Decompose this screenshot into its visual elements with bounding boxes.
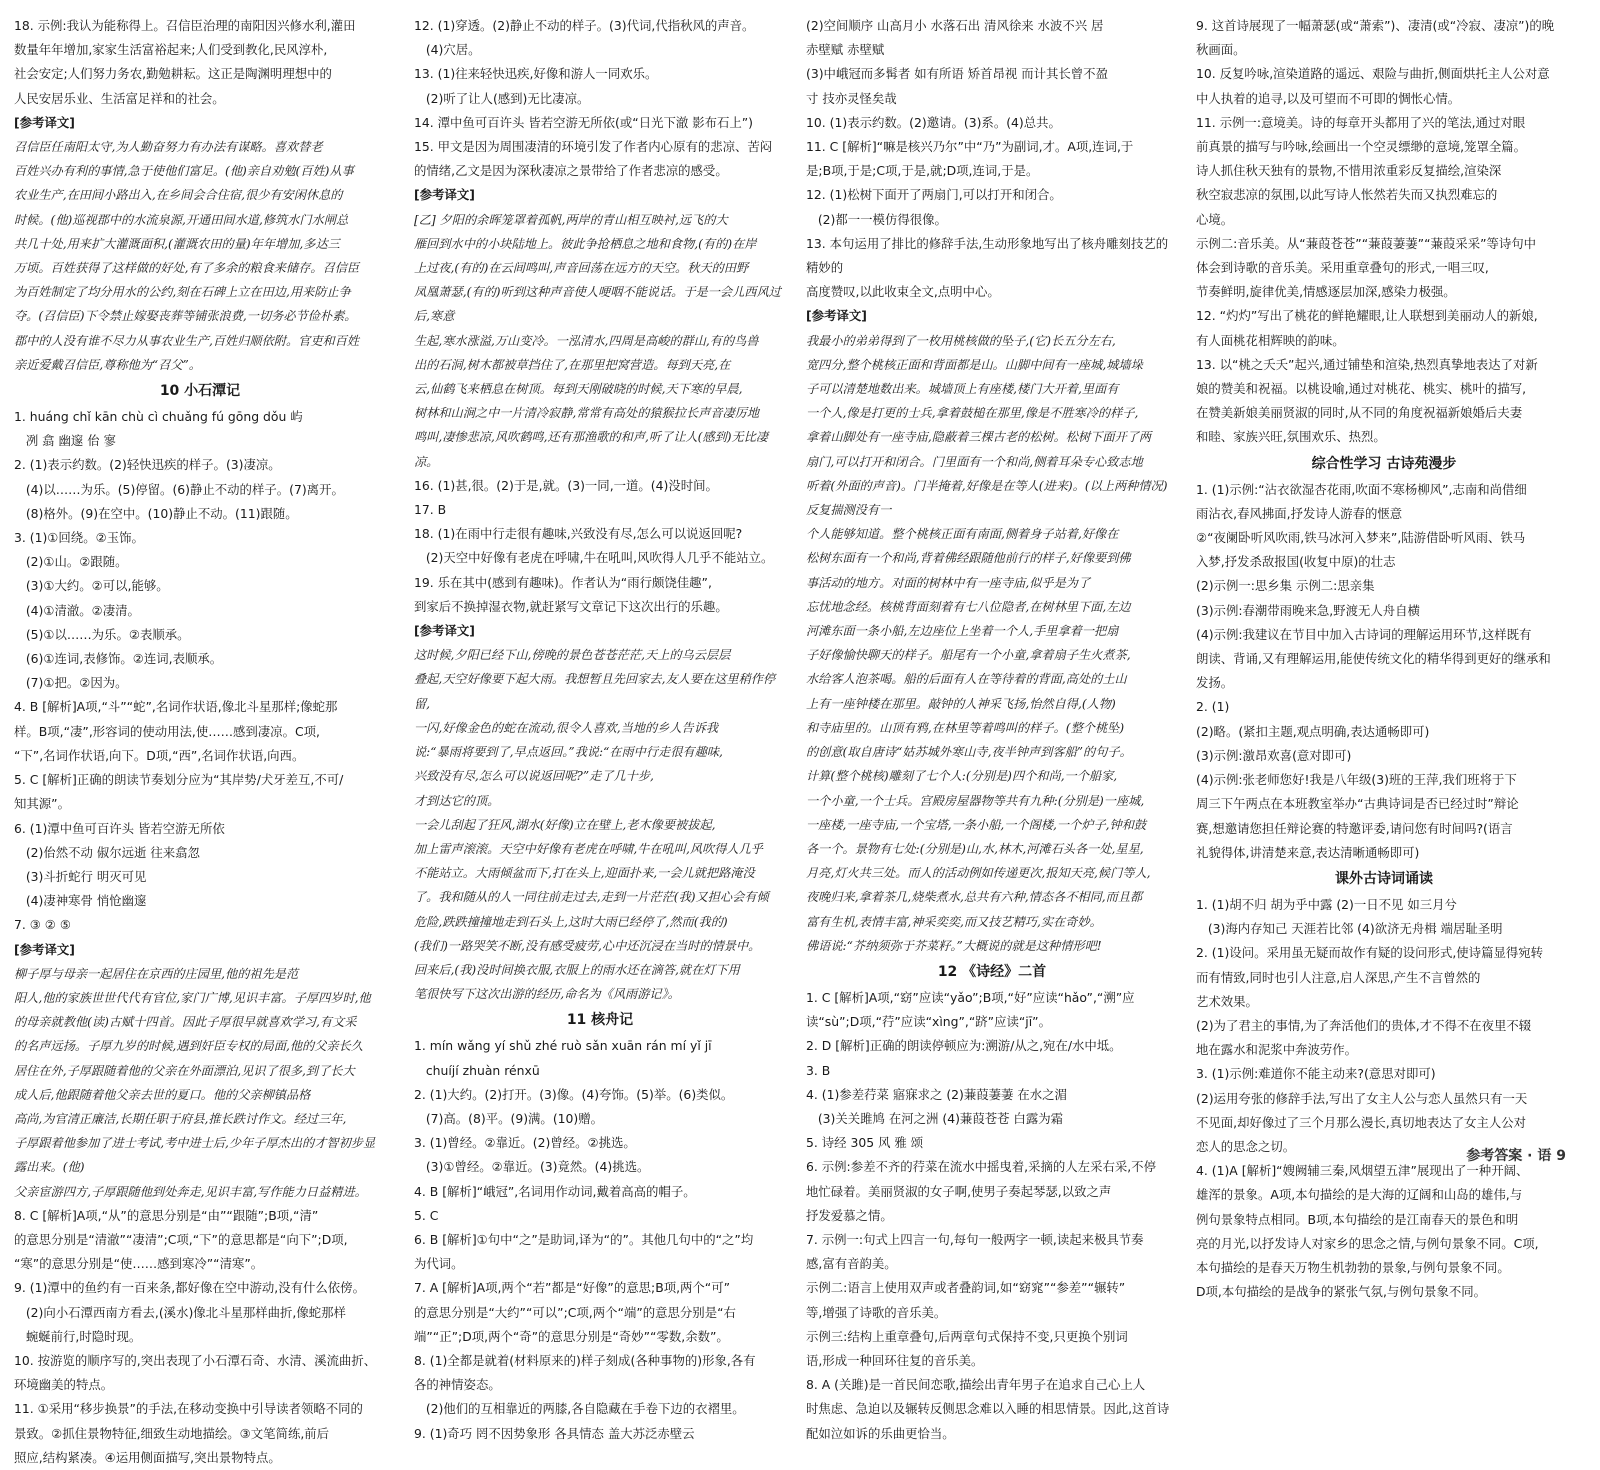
section-heading: 10 小石潭记 <box>159 383 241 400</box>
column-4 <box>1196 14 1572 1304</box>
text-line: chuíjí zhuàn rénxū <box>414 1062 540 1078</box>
text-line: (4)以……为乐。(5)停留。(6)静止不动的样子。(7)离开。 <box>14 481 344 497</box>
text-line: 1. (1)胡不归 胡为乎中露 (2)一日不见 如三月兮 <box>1196 896 1457 912</box>
text-line: 出的石洞,树木都被草挡住了,在那里把窝营造。每到天亮,在 <box>414 357 731 372</box>
text-line: 事活动的地方。对面的树林中有一座寺庙,似乎是为了 <box>806 575 1091 590</box>
text-line: 父亲宦游四方,子厚跟随他到处奔走,见识丰富,写作能力日益精进。 <box>14 1184 367 1199</box>
text-line: 子可以清楚地数出来。城墙顶上有座楼,楼门大开着,里面有 <box>806 382 1119 397</box>
text-line: 1. mín wǎng yí shǔ zhé ruò sǎn xuān rán mí yǐ jī <box>414 1038 712 1054</box>
text-line: 15. 甲文是因为周围凄清的环境引发了作者内心原有的悲凉、苦闷 <box>414 139 773 155</box>
text-line: 子厚跟着他参加了进士考试,考中进士后,少年子厚杰出的才智初步显露出来。(他) <box>14 1136 376 1175</box>
text-line: 松树东面有一个和尚,背着佛经跟随他前行的样子,好像要到佛 <box>806 551 1131 566</box>
text-line: 百姓兴办有利的事情,急于使他们富足。(他)亲自劝勉(百姓)从事 <box>14 164 354 179</box>
text-line: 树林和山涧之中一片清冷寂静,常常有高处的猿猴拉长声音凄厉地 <box>414 406 760 421</box>
text-line: 柳子厚与母亲一起居住在京西的庄园里,他的祖先是范 <box>14 966 299 981</box>
text-line: 一闪,好像金色的蛇在流动,很令人喜欢,当地的乡人告诉我 <box>414 720 719 735</box>
text-line: 2. D [解析]正确的朗读停顿应为:溯游/从之,宛在/水中坻。 <box>806 1038 1122 1054</box>
section-label: [参考译文] <box>414 187 475 203</box>
text-line: 12. (1)穿透。(2)静止不动的样子。(3)代词,代指秋风的声音。 <box>414 18 755 33</box>
text-line: 19. 乐在其中(感到有趣味)。作者认为“雨行颇饶佳趣”, <box>414 574 712 590</box>
text-line: 12. (1)松树下面开了两扇门,可以打开和闭合。 <box>806 187 1062 203</box>
text-line: (2)佁然不动 俶尔远逝 往来翕忽 <box>14 844 200 860</box>
text-line: 10. 按游览的顺序写的,突出表现了小石潭石奇、水清、溪流曲折、 <box>14 1352 377 1368</box>
text-line: 赤壁赋 赤壁赋 <box>806 42 885 58</box>
text-line: [乙] 夕阳的余晖笼罩着孤帆,两岸的青山相互映衬,远飞的大 <box>414 212 728 227</box>
text-line: 12. “灼灼”写出了桃花的鲜艳耀眼,让人联想到美丽动人的新娘, <box>1196 308 1538 324</box>
text-line: 夺。(召信臣)下令禁止嫁娶丧葬等铺张浪费,一切务必节俭朴素。 <box>14 309 357 324</box>
text-line: 成人后,他跟随着他父亲去世的夏口。他的父亲柳镇品格 <box>14 1087 311 1102</box>
text-line: 而有情致,同时也引人注意,启人深思,产生不言曾然的 <box>1196 969 1481 985</box>
text-line: (8)格外。(9)在空中。(10)静止不动。(11)跟随。 <box>14 505 298 521</box>
text-line: (我们)一路哭笑不断,没有感受疲劳,心中还沉浸在当时的情景中。 <box>414 938 761 953</box>
text-line: (2)为了君主的事情,为了奔活他们的贵体,才不得不在夜里不辍 <box>1196 1017 1532 1033</box>
text-line: 感,富有音韵美。 <box>806 1256 897 1272</box>
text-line: 5. 诗经 305 风 雅 颂 <box>806 1135 924 1151</box>
text-line: (3)海内存知己 天涯若比邻 (4)欲济无舟楫 端居耻圣明 <box>1196 921 1503 937</box>
text-line: 水给客人泡茶喝。船的后面有人在等待着的背面,高处的土山 <box>806 672 1127 687</box>
section-heading: 综合性学习 古诗苑漫步 <box>1311 455 1457 472</box>
text-line: 8. A (关雎)是一首民间恋歌,描绘出青年男子在追求自己心上人 <box>806 1377 1146 1393</box>
text-line: 各的神情姿态。 <box>414 1377 501 1393</box>
text-line: 有人面桃花相辉映的韵味。 <box>1196 332 1345 348</box>
text-line: 9. (1)奇巧 罔不因势象形 各具情态 盖大苏泛赤壁云 <box>414 1425 695 1441</box>
text-line: 阳人,他的家族世世代代有官位,家门广博,见识丰富。子厚四岁时,他 <box>14 990 371 1005</box>
text-line: 云,仙鹤飞来栖息在树顶。每到天刚破晓的时候,天下寒的早晨, <box>414 382 743 397</box>
text-line: 18. 示例:我认为能称得上。召信臣治理的南阳因兴修水利,灌田 <box>14 18 356 33</box>
text-line: 一会儿刮起了狂风,湖水(好像)立在壁上,老木像要被拔起, <box>414 817 716 832</box>
text-line: 示例二:音乐美。从“蒹葭苍苍”“蒹葭萋萋”“蒹葭采采”等诗句中 <box>1196 235 1537 251</box>
text-line: (2)略。(紧扣主题,观点明确,表达通畅即可) <box>1196 723 1430 739</box>
text-line: 鸣叫,凄惨悲凉,风吹鹤鸣,还有那渔歌的和声,听了让人(感到)无比凄凉。 <box>414 430 769 469</box>
text-line: 11. 示例一:意境美。诗的每章开头都用了兴的笔法,通过对眼 <box>1196 114 1526 130</box>
text-line: 时候。(他)巡视郡中的水流泉源,开通田间水道,修筑水门水闸总 <box>14 212 349 227</box>
text-line: 扇门,可以打开和闭合。门里面有一个和尚,侧着耳朵专心致志地 <box>806 454 1143 469</box>
text-line: 4. (1)参差荇菜 寤寐求之 (2)蒹葭萋萋 在水之湄 <box>806 1086 1067 1102</box>
text-line: 加上雷声滚滚。天空中好像有老虎在呼啸,牛在吼叫,风吹得人几乎 <box>414 841 763 856</box>
text-line: 不能站立。大雨倾盆而下,打在头上,迎面扑来,一会儿就把路淹没 <box>414 866 755 881</box>
text-line: 知其源”。 <box>14 796 70 812</box>
text-line: 13. 本句运用了排比的修辞手法,生动形象地写出了核舟雕刻技艺的精妙的 <box>806 235 1169 276</box>
text-line: 忘忧地念经。核桃背面刻着有七八位隐者,在树林里下面,左边 <box>806 599 1131 614</box>
text-line: 景致。②抓住景物特征,细致生动地描绘。③文笔简练,前后 <box>14 1425 330 1441</box>
text-line: 我最小的弟弟得到了一枚用桃核做的坠子,(它)长五分左右, <box>806 333 1116 348</box>
text-line: 的母亲就教他(读)古赋十四首。因此子厚很早就喜欢学习,有文采 <box>14 1015 357 1030</box>
text-line: 居住在外,子厚跟随着他的父亲在外面漂泊,见识了很多,到了长大 <box>14 1063 355 1078</box>
text-line: 心境。 <box>1196 211 1234 227</box>
text-line: 的情绪,乙文是因为深秋凄凉之景带给了作者悲凉的感受。 <box>414 163 728 179</box>
text-line: 时焦虑、急迫以及辗转反侧思念难以入睡的相思情景。因此,这首诗 <box>806 1401 1170 1417</box>
text-line: 5. C [解析]正确的朗读节奏划分应为“其岸势/犬牙差互,不可/ <box>14 772 344 788</box>
text-line: 子好像愉快聊天的样子。船尾有一个小童,拿着扇子生火煮茶, <box>806 648 1131 663</box>
text-line: 数量年年增加,家家生活富裕起来;人们受到教化,民风淳朴, <box>14 42 328 58</box>
text-line: 郡中的人没有谁不尽力从事农业生产,百姓归顺依附。官吏和百姓 <box>14 333 360 348</box>
text-line: 兴致没有尽,怎么可以说返回呢?”走了几十步, <box>414 769 654 784</box>
text-line: 个人能够知道。整个桃核正面有南面,侧着身子站着,好像在 <box>806 527 1119 542</box>
text-line: (3)示例:激昂欢喜(意对即可) <box>1196 747 1352 763</box>
text-line: 11. C [解析]“嘛是核兴乃尔”中“乃”为副词,才。A项,连词,于 <box>806 139 1134 155</box>
text-line: (2)示例一:思乡集 示例二:思亲集 <box>1196 578 1375 594</box>
text-line: 抒发爱慕之情。 <box>806 1207 893 1223</box>
text-line: 拿着山脚处有一座寺庙,隐蔽着三棵古老的松树。松树下面开了两 <box>806 430 1152 445</box>
text-line: 4. B [解析]A项,“斗”“蛇”,名词作状语,像北斗星那样;像蛇那 <box>14 699 338 715</box>
text-line: 端”“正”;D项,两个“奇”的意思分别是“奇妙”“零数,余数”。 <box>414 1328 729 1344</box>
text-line: 万顷。百姓获得了这样做的好处,有了多余的粮食来储存。召信臣 <box>14 261 360 276</box>
text-line: 14. 潭中鱼可百许头 皆若空游无所依(或“日光下澈 影布石上”) <box>414 114 754 130</box>
text-line: 2. (1)设问。采用虽无疑而故作有疑的设问形式,使诗篇显得宛转 <box>1196 945 1544 961</box>
text-line: 读“sù”;D项,“荇”应读“xìng”,“跻”应读“jī”。 <box>806 1014 1051 1030</box>
text-line: 危险,跌跌撞撞地走到石头上,这时大雨已经停了,然而(我的) <box>414 914 728 929</box>
text-line: 4. B [解析]“峨冠”,名词用作动词,戴着高高的帽子。 <box>414 1183 696 1199</box>
text-line: 10. 反复吟咏,渲染道路的遥远、艰险与曲折,侧面烘托主人公对意 <box>1196 66 1550 82</box>
text-line: 雄浑的景象。A项,本句描绘的是大海的辽阔和山岛的雄伟,与 <box>1196 1187 1523 1203</box>
text-line: (2)都一一模仿得很像。 <box>806 211 947 227</box>
text-line: 4. (1)A [解析]“嫂阙辅三秦,风烟望五津”展现出了一种开阔、 <box>1196 1163 1529 1179</box>
text-line: 计算(整个桃核)雕刻了七个人:(分别是)四个和尚,一个船家, <box>806 769 1118 784</box>
text-line: 照应,结构紧凑。④运用侧面描写,突出景物特点。 <box>14 1449 281 1465</box>
text-line: 才到达它的顶。 <box>414 793 500 808</box>
column-1 <box>14 14 386 1470</box>
text-line: 13. 以“桃之夭夭”起兴,通过铺垫和渲染,热烈真挚地表达了对新 <box>1196 356 1538 372</box>
text-line: 佛语说:“芥纳须弥于芥菜籽。”大概说的就是这种情形吧! <box>806 938 1102 953</box>
text-line: 7. 示例一:句式上四言一句,每句一般两字一顿,读起来极具节奏 <box>806 1231 1144 1247</box>
text-line: 叠起,天空好像要下起大雨。我想暂且先回家去,友人要在这里稍作停留, <box>414 672 776 711</box>
text-line: 11. ①采用“移步换景”的手法,在移动变换中引导读者领略不同的 <box>14 1401 363 1417</box>
text-line: 示例三:结构上重章叠句,后两章句式保持不变,只更换个别词 <box>806 1328 1128 1344</box>
text-line: 8. C [解析]A项,“从”的意思分别是“由”“跟随”;B项,“清” <box>14 1207 319 1223</box>
text-line: 笔很快写下这次出游的经历,命名为《风雨游记》。 <box>414 987 680 1002</box>
text-line: 蜿蜒前行,时隐时现。 <box>14 1328 142 1344</box>
text-line: 9. 这首诗展现了一幅萧瑟(或“萧索”)、凄清(或“冷寂、凄凉”)的晚 <box>1196 18 1555 33</box>
text-line: 到家后不换掉湿衣物,就赶紧写文章记下这次出行的乐趣。 <box>414 598 728 614</box>
text-line: (6)①连词,表修饰。②连词,表顺承。 <box>14 651 223 667</box>
text-line: 样。B项,“凄”,形容词的使动用法,使……感到凄凉。C项, <box>14 723 320 739</box>
text-line: 16. (1)甚,很。(2)于是,就。(3)一同,一道。(4)没时间。 <box>414 477 718 493</box>
text-line: (4)凄神寒骨 悄怆幽邃 <box>14 893 147 909</box>
text-line: 这时候,夕阳已经下山,傍晚的景色苍苍茫茫,天上的乌云层层 <box>414 648 731 663</box>
text-line: (7)①把。②因为。 <box>14 675 128 691</box>
text-line: 一个人,像是打更的士兵,拿着鼓槌在那里,像是不胜寒冷的样子, <box>806 406 1139 421</box>
section-heading: 课外古诗词诵读 <box>1335 870 1433 887</box>
text-line: 回来后,(我)没时间换衣服,衣服上的雨水还在滴答,就在灯下用 <box>414 962 740 977</box>
text-line: (2)他们的互相靠近的两膝,各自隐藏在手卷下边的衣褶里。 <box>414 1401 745 1417</box>
text-line: 7. A [解析]A项,两个“若”都是“好像”的意思;B项,两个“可” <box>414 1280 731 1296</box>
text-line: 3. (1)①回绕。②玉饰。 <box>14 530 144 546</box>
text-line: 8. (1)全都是就着(材料原来的)样子刻成(各种事物的)形象,各有 <box>414 1352 756 1368</box>
text-line: 宽四分,整个桃核正面和背面都是山。山脚中间有一座城,城墙垛 <box>806 357 1143 372</box>
text-line: 雨沾衣,春风拂面,抒发诗人游春的惬意 <box>1196 505 1403 521</box>
text-line: 农业生产,在田间小路出入,在乡间会合住宿,很少有安闲休息的 <box>14 188 343 203</box>
text-line: (4)①清澈。②凄清。 <box>14 602 140 618</box>
text-line: (2)空间顺序 山高月小 水落石出 清风徐来 水波不兴 居 <box>806 18 1104 33</box>
section-label: [参考译文] <box>14 114 75 130</box>
text-line: 6. B [解析]①句中“之”是助词,译为“的”。其他几句中的“之”均 <box>414 1231 754 1247</box>
text-line: 说:“暴雨将要到了,早点返回。”我说:“在雨中行走很有趣味, <box>414 745 723 760</box>
section-heading: 12 《诗经》二首 <box>937 963 1047 980</box>
text-line: 地忙碌着。美丽贤淑的女子啊,使男子奏起琴瑟,以致之声 <box>806 1183 1112 1199</box>
text-line: 2. (1) <box>1196 699 1230 715</box>
text-line: 高度赞叹,以此收束全文,点明中心。 <box>806 284 1000 300</box>
text-line: 冽 翕 幽邃 佁 寥 <box>14 433 116 449</box>
text-line: 18. (1)在雨中行走很有趣味,兴致没有尽,怎么可以说返回呢? <box>414 526 743 542</box>
text-line: (3)斗折蛇行 明灭可见 <box>14 868 147 884</box>
text-line: 的意思分别是“大约”“可以”;C项,两个“端”的意思分别是“右 <box>414 1304 736 1320</box>
text-line: 上有一座钟楼在那里。敲钟的人神采飞扬,怡然自得,(人物) <box>806 696 1116 711</box>
text-line: 各一个。景物有七处:(分别是)山,水,林木,河滩石头各一处,星星, <box>806 841 1144 856</box>
text-line: 3. (1)示例:难道你不能主动来?(意思对即可) <box>1196 1066 1436 1082</box>
section-label: [参考译文] <box>806 308 867 324</box>
text-line: 配如泣如诉的乐曲更恰当。 <box>806 1425 955 1441</box>
text-line: ②“夜阑卧听风吹雨,铁马冰河入梦来”,陆游借卧听风雨、铁马 <box>1196 530 1526 546</box>
text-line: 一个小童,一个士兵。宫殿房屋器物等共有九种:(分别是)一座城, <box>806 793 1145 808</box>
text-line: 环境幽美的特点。 <box>14 1377 114 1393</box>
text-line: (4)示例:张老师您好!我是八年级(3)班的王萍,我们班将于下 <box>1196 772 1517 788</box>
text-line: 秋空寂悲凉的氛围,以此写诗人怅然若失而又执烈难忘的 <box>1196 187 1498 203</box>
text-line: 生起,寒水涨溢,万山变冷。一泓清水,四周是高峻的群山,有的鸟兽 <box>414 333 759 348</box>
text-line: (3)①大约。②可以,能够。 <box>14 578 169 594</box>
text-line: 人民安居乐业、生活富足祥和的社会。 <box>14 90 225 106</box>
column-2 <box>414 14 786 1446</box>
text-line: (3)中峨冠而多髯者 如有所语 矫首昂视 而计其长曾不盈 <box>806 66 1108 82</box>
text-line: 17. B <box>414 502 447 518</box>
text-line: 了。我和随从的人一同往前走过去,走到一片茫茫(我)又担心会有倾 <box>414 890 769 905</box>
text-line: 1. (1)示例:“沾衣欲湿杏花雨,吹面不寒杨柳风”,志南和尚借细 <box>1196 481 1527 497</box>
text-line: 雁回到水中的小块陆地上。彼此争抢栖息之地和食物,(有的)在岸 <box>414 236 757 251</box>
text-line: 10. (1)表示约数。(2)邀请。(3)系。(4)总共。 <box>806 114 1061 130</box>
text-line: 13. (1)往来轻快迅疾,好像和游人一同欢乐。 <box>414 66 658 82</box>
text-line: 社会安定;人们努力务农,勤勉耕耘。这正是陶渊明理想中的 <box>14 66 332 82</box>
text-line: 6. (1)潭中鱼可百许头 皆若空游无所依 <box>14 820 225 836</box>
text-line: (3)①曾经。②靠近。(3)竟然。(4)挑选。 <box>414 1159 650 1175</box>
text-line: (3)关关雎鸠 在河之洲 (4)蒹葭苍苍 白露为霜 <box>806 1110 1063 1126</box>
text-line: 语,形成一种回环往复的音乐美。 <box>806 1352 984 1368</box>
text-line: “下”,名词作状语,向下。D项,“西”,名词作状语,向西。 <box>14 747 305 763</box>
text-line: 和寺庙里的。山顶有鸦,在林里等着鸣叫的样子。(整个桃坠) <box>806 720 1125 735</box>
text-line: 上过夜,(有的)在云间鸣叫,声音回荡在远方的天空。秋天的田野 <box>414 261 749 276</box>
text-line: 在赞美新娘美丽贤淑的同时,从不同的角度祝福新娘婚后夫妻 <box>1196 405 1523 421</box>
text-line: 地在露水和泥浆中奔波劳作。 <box>1196 1042 1358 1058</box>
text-line: 富有生机,表情丰富,神采奕奕,而又技艺精巧,实在奇妙。 <box>806 914 1102 929</box>
section-label: [参考译文] <box>414 623 475 639</box>
text-line: 听着(外面的声音)。门半掩着,好像是在等人(进来)。(以上两种情况)反复揣测没有一 <box>806 478 1168 518</box>
text-line: 7. ③ ② ⑤ <box>14 917 71 933</box>
section-heading: 11 核舟记 <box>566 1012 634 1029</box>
text-line: 2. (1)表示约数。(2)轻快迅疾的样子。(3)凄凉。 <box>14 457 281 473</box>
text-line: 2. (1)大约。(2)打开。(3)像。(4)夸饰。(5)举。(6)类似。 <box>414 1086 734 1102</box>
text-line: 的名声远扬。子厚九岁的时候,遇到奸臣专权的局面,他的父亲长久 <box>14 1039 363 1054</box>
text-line: 月亮,灯火共三处。而人的活动例如传递更次,报知天亮,候门等人, <box>806 866 1151 881</box>
text-line: 寸 技亦灵怪矣哉 <box>806 90 897 106</box>
text-line: 发扬。 <box>1196 675 1234 691</box>
text-line: 高尚,为官清正廉洁,长期任职于府县,推长跌讨作文。经过三年, <box>14 1111 347 1126</box>
text-line: 娘的赞美和祝福。以桃设喻,通过对桃花、桃实、桃叶的描写, <box>1196 381 1527 397</box>
text-line: 诗人抓住秋天独有的景物,不惜用浓重彩反复描绘,渲染深 <box>1196 163 1502 179</box>
text-line: 1. huáng chǐ kān chù cì chuǎng fú gōng dǒu 屿 <box>14 409 303 425</box>
text-line: 1. C [解析]A项,“窈”应读“yǎo”;B项,“好”应读“hǎo”,“溯”应 <box>806 989 1135 1005</box>
text-line: 不见面,却好像过了三个月那么漫长,真切地表达了女主人公对 <box>1196 1114 1527 1130</box>
text-line: 示例二:语言上使用双声或者叠韵词,如“窈窕”“参差”“辗转” <box>806 1280 1126 1296</box>
text-line: D项,本句描绘的是战争的紧张气氛,与例句景象不同。 <box>1196 1284 1487 1300</box>
text-line: 节奏鲜明,旋律优美,情感逐层加深,感染力极强。 <box>1196 284 1456 300</box>
text-line: 3. (1)曾经。②靠近。(2)曾经。②挑选。 <box>414 1135 636 1151</box>
text-line: 朗读、背诵,又有理解运用,能使传统文化的精华得到更好的继承和 <box>1196 651 1551 667</box>
text-line: 中人执着的追寻,以及可望而不可即的惆怅心情。 <box>1196 90 1461 106</box>
text-line: 周三下午两点在本班教室举办“古典诗词是否已经过时”辩论 <box>1196 796 1519 812</box>
page-footer: 参考答案 · 语 9 <box>1466 1148 1566 1164</box>
text-line: 凤凰萧瑟,(有的)听到这种声音使人哽咽不能说话。于是一会儿西风过后,寒意 <box>414 285 781 324</box>
text-line: (2)向小石潭西南方看去,(溪水)像北斗星那样曲折,像蛇那样 <box>14 1304 346 1320</box>
text-line: 一座楼,一座寺庙,一个宝塔,一条小船,一个阁楼,一个炉子,钟和鼓 <box>806 817 1147 832</box>
text-line: 恋人的思念之切。 <box>1196 1138 1296 1154</box>
text-line: 礼貌得体,讲清楚来意,表达清晰通畅即可) <box>1196 844 1420 860</box>
text-line: 秋画面。 <box>1196 42 1246 58</box>
text-line: 体会到诗歌的音乐美。采用重章叠句的形式,一唱三叹, <box>1196 260 1489 276</box>
text-line: 召信臣任南阳太守,为人勤奋努力有办法有谋略。喜欢替老 <box>14 140 323 155</box>
text-line: 5. C <box>414 1207 439 1223</box>
section-label: [参考译文] <box>14 941 75 957</box>
text-line: 为百姓制定了均分用水的公约,刻在石碑上立在田边,用来防止争 <box>14 285 351 300</box>
text-line: (4)示例:我建议在节目中加入古诗词的理解运用环节,这样既有 <box>1196 626 1532 642</box>
text-line: 9. (1)潭中的鱼约有一百来条,都好像在空中游动,没有什么依傍。 <box>14 1280 365 1296</box>
text-line: 艺术效果。 <box>1196 993 1258 1009</box>
text-line: 亮的月光,以抒发诗人对家乡的思念之情,与例句景象不同。C项, <box>1196 1235 1539 1251</box>
text-line: 3. B <box>806 1062 831 1078</box>
text-line: 和睦、家族兴旺,氛围欢乐、热烈。 <box>1196 429 1386 445</box>
text-line: 的创意(取自唐诗“姑苏城外寒山寺,夜半钟声到客船”的句子。 <box>806 745 1132 760</box>
text-line: 亲近爱戴召信臣,尊称他为“召父”。 <box>14 357 201 372</box>
text-line: 共几十处,用来扩大灌溉面积,(灌溉农田的量)年年增加,多达三 <box>14 236 340 251</box>
text-line: 河滩东面一条小船,左边座位上坐着一个人,手里拿着一把扇 <box>806 624 1119 639</box>
text-line: (5)①以……为乐。②表顺承。 <box>14 626 190 642</box>
text-line: “寒”的意思分别是“使……感到寒冷”“清寒”。 <box>14 1256 264 1272</box>
text-line: 赛,想邀请您担任辩论赛的特邀评委,请问您有时间吗?(语言 <box>1196 820 1513 836</box>
text-line: 夜晚归来,拿着茶几,烧柴煮水,总共有六种,情态各不相同,而且都 <box>806 890 1143 905</box>
text-line: (3)示例:春潮带雨晚来急,野渡无人舟自横 <box>1196 602 1420 618</box>
text-line: 前真景的描写与吟咏,绘画出一个空灵缥缈的意境,笼罩全篇。 <box>1196 139 1527 155</box>
text-line: 是;B项,于是;C项,于是,就;D项,连词,于是。 <box>806 163 1039 179</box>
text-line: 本句描绘的是春天万物生机勃勃的景象,与例句景象不同。 <box>1196 1259 1510 1275</box>
text-line: (4)穴居。 <box>414 42 481 58</box>
text-line: 等,增强了诗歌的音乐美。 <box>806 1304 947 1320</box>
text-line: (2)听了让人(感到)无比凄凉。 <box>414 90 590 106</box>
text-line: (2)天空中好像有老虎在呼啸,牛在吼叫,风吹得人几乎不能站立。 <box>414 550 774 566</box>
column-3 <box>806 14 1178 1446</box>
text-line: (7)高。(8)平。(9)满。(10)赠。 <box>414 1110 604 1126</box>
text-line: 例句景象特点相同。B项,本句描绘的是江南春天的景色和明 <box>1196 1211 1519 1227</box>
text-line: 6. 示例:参差不齐的荇菜在流水中摇曳着,采摘的人左采右采,不停 <box>806 1159 1156 1175</box>
text-line: 为代词。 <box>414 1256 464 1272</box>
text-line: (2)运用夸张的修辞手法,写出了女主人公与恋人虽然只有一天 <box>1196 1090 1528 1106</box>
text-line: (2)①山。②跟随。 <box>14 554 128 570</box>
text-line: 入梦,抒发杀敌报国(收复中原)的壮志 <box>1196 554 1396 570</box>
text-line: 的意思分别是“清澈”“凄清”;C项,“下”的意思都是“向下”;D项, <box>14 1231 348 1247</box>
